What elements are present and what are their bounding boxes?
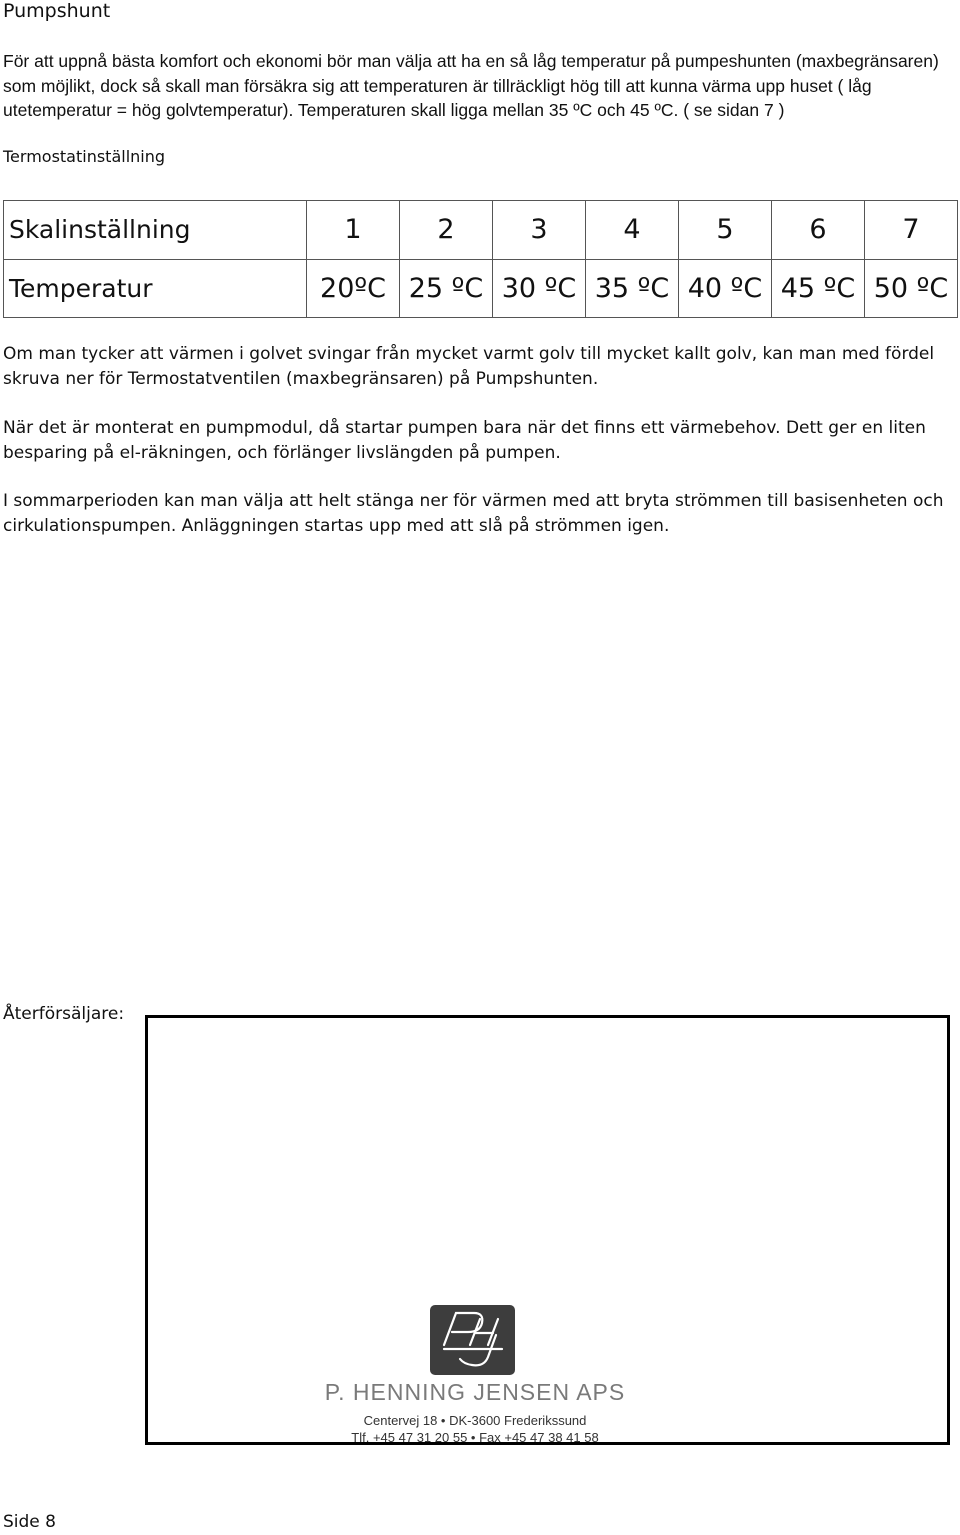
setting-cell: 1 [307, 201, 400, 260]
temperature-cell: 45 ºC [772, 259, 865, 318]
row-label-temperature: Temperatur [4, 259, 307, 318]
setting-cell: 5 [679, 201, 772, 260]
setting-cell: 2 [400, 201, 493, 260]
company-name: P. HENNING JENSEN APS [324, 1379, 626, 1405]
thermostat-table [3, 200, 958, 318]
temperature-cell: 50 ºC [865, 259, 958, 318]
setting-cell: 3 [493, 201, 586, 260]
table-row-settings [4, 201, 958, 260]
setting-cell: 6 [772, 201, 865, 260]
row-label-settings: Skalinställning [4, 201, 307, 260]
temperature-cell: 25 ºC [400, 259, 493, 318]
setting-cell: 7 [865, 201, 958, 260]
company-logo [270, 1305, 680, 1450]
paragraph-thermostat-advice: Om man tycker att värmen i golvet svingar från mycket varmt golv till mycket kallt golv, kan man med fördel skruva ner för Termostatventilen (maxbegränsaren) på Pumpshunten. [3, 344, 935, 389]
page-number: Side 8 [3, 1512, 56, 1532]
setting-cell: 4 [586, 201, 679, 260]
page-title: Pumpshunt [3, 0, 111, 22]
paragraph-pump-module: När det är monterat en pumpmodul, då startar pumpen bara när det finns ett värmebehov. Dett ger en liten besparing på el-räkningen, och förlänger livslängden på pumpen. [3, 418, 926, 463]
intro-paragraph: För att uppnå bästa komfort och ekonomi bör man välja att ha en så låg temperatur på pumpeshunten (maxbegränsaren) som möjlikt, dock så skall man försäkra sig att temperaturen är tillräckligt hög till att kunna värma upp huset ( låg utetemperatur = hög golvtemperatur). Temperaturen skall ligga mellan 35 ºC och 45 ºC. ( se sidan 7 ) [3, 51, 939, 120]
company-address: Centervej 18 • DK-3600 Frederikssund [363, 1413, 587, 1428]
paragraph-summer: I sommarperioden kan man välja att helt stänga ner för värmen med att bryta strömmen till basisenheten och cirkulationspumpen. Anläggningen startas upp med att slå på strömmen igen. [3, 491, 944, 536]
phj-logo-icon [430, 1305, 515, 1375]
table-row-temperature [4, 259, 958, 318]
temperature-cell: 35 ºC [586, 259, 679, 318]
temperature-cell: 40 ºC [679, 259, 772, 318]
temperature-cell: 30 ºC [493, 259, 586, 318]
temperature-cell: 20ºC [307, 259, 400, 318]
reseller-label: Återförsäljare: [3, 1004, 125, 1024]
company-phone: Tlf. +45 47 31 20 55 • Fax +45 47 38 41 58 [351, 1430, 599, 1445]
thermostat-heading: Termostatinställning [3, 147, 166, 166]
